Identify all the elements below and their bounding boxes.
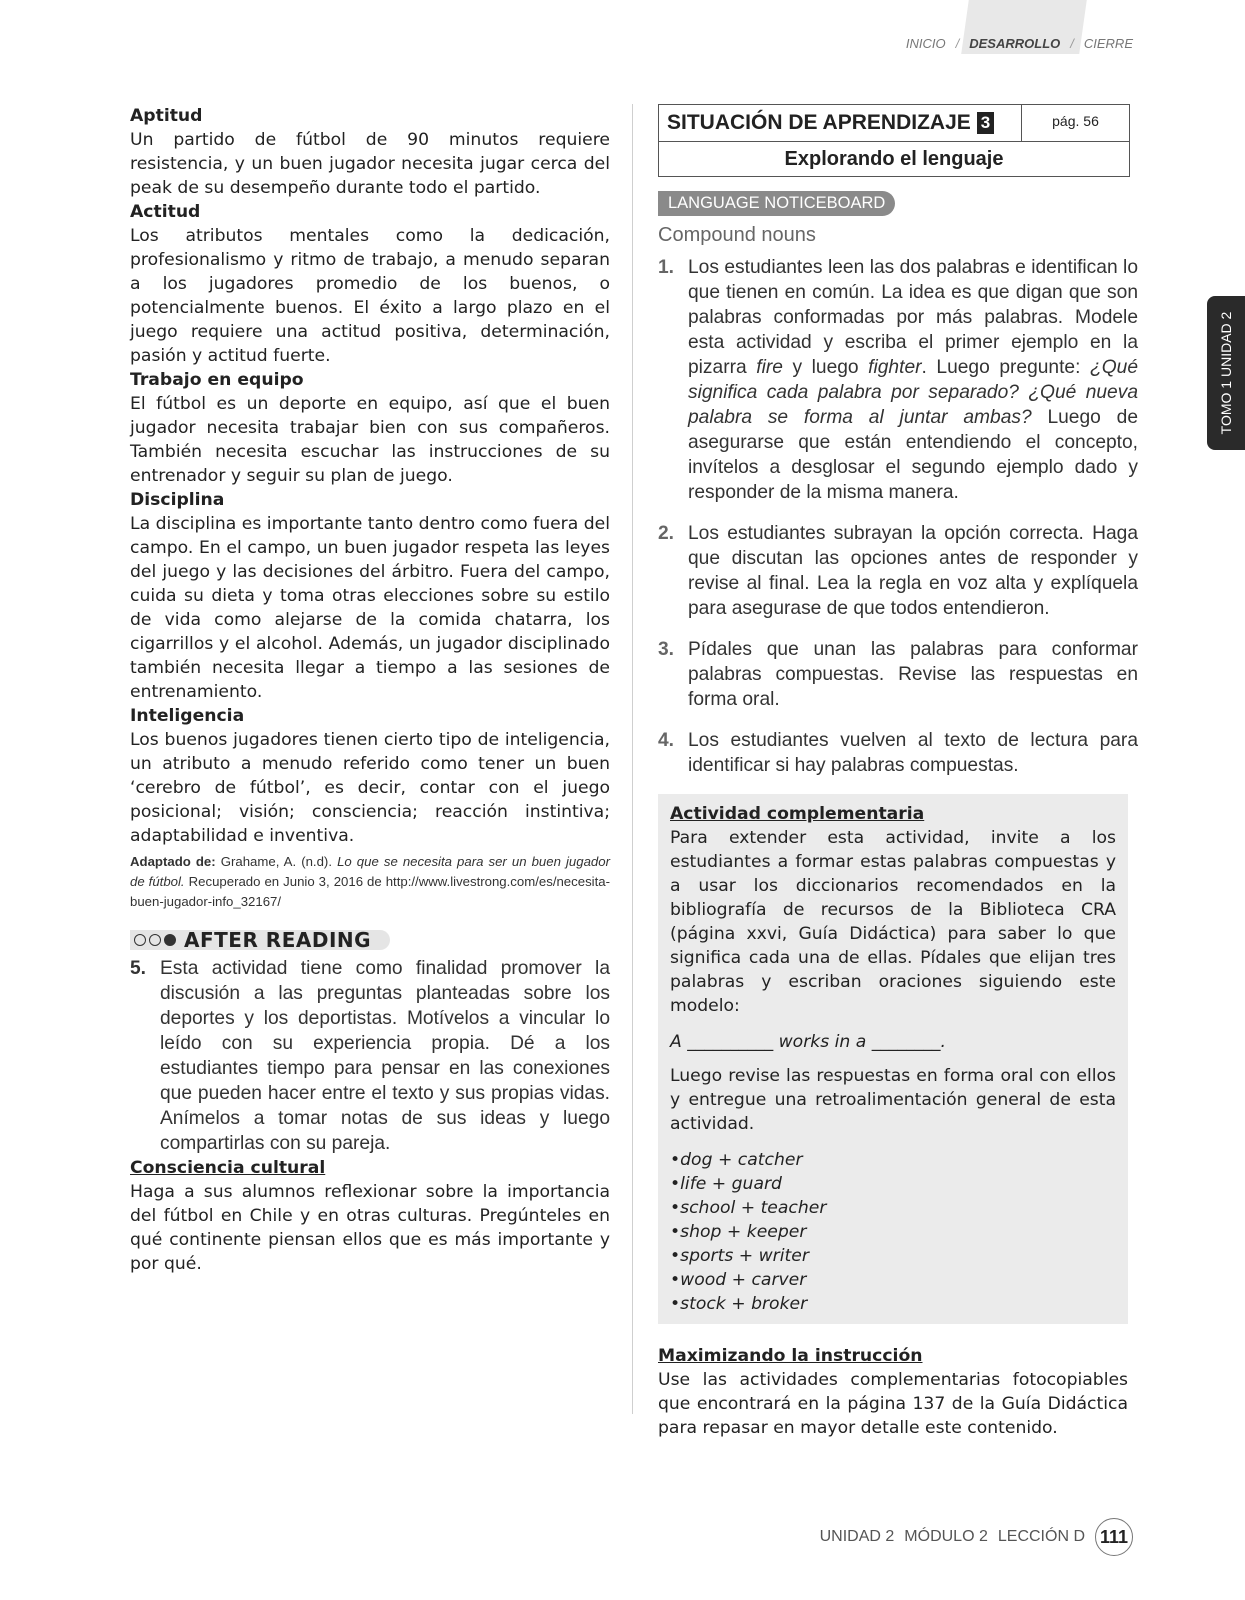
- footer-unidad: UNIDAD 2: [819, 1528, 895, 1545]
- list-item-3: [658, 637, 1138, 712]
- list-item-4: [658, 728, 1138, 778]
- heading-consciencia-cultural: Consciencia cultural: [130, 1158, 326, 1178]
- situacion-number-badge: 3: [977, 112, 994, 134]
- list-item: • wood + carver: [670, 1268, 1116, 1292]
- actividad-complementaria-text: Para extender esta actividad, invite a los estudiantes a formar estas palabras compuestas y a usar los diccionarios recomendados en la bibliografía de recursos de la Biblioteca CRA (página xxvi, Guía Didáctica) para saber lo que significa cada una de ellas. Pídales que elijan tres palabras y escriban oraciones siguiendo este modelo:: [670, 828, 1116, 1016]
- heading-trabajo-equipo: Trabajo en equipo: [130, 370, 304, 390]
- column-divider: [632, 104, 633, 1414]
- page-footer: [820, 1518, 1133, 1556]
- citation: [130, 852, 610, 912]
- paragraph-trabajo-equipo: El fútbol es un deporte en equipo, así que el buen jugador necesita trabajar bien con sus compañeros. También necesita escuchar las instrucciones de su entrenador y seguir su plan de juego.: [130, 394, 610, 486]
- item-text: Los estudiantes vuelven al texto de lectura para identificar si hay palabras compuestas.: [688, 730, 1138, 776]
- left-column: [130, 104, 610, 1276]
- heading-actitud: Actitud: [130, 202, 201, 222]
- heading-aptitud: Aptitud: [130, 106, 203, 126]
- list-item-5: [130, 956, 610, 1156]
- list-item: • shop + keeper: [670, 1220, 1116, 1244]
- sentence-model: A __________ works in a ________.: [670, 1032, 946, 1052]
- actividad-complementaria-text-2: Luego revise las respuestas en forma oral con ellos y entregue una retroalimentación general de esta actividad.: [670, 1066, 1116, 1134]
- language-noticeboard-pill: LANGUAGE NOTICEBOARD: [658, 191, 895, 216]
- paragraph-actitud: Los atributos mentales como la dedicación, profesionalismo y ritmo de trabajo, a menudo separan a los jugadores promedio de los buenos, o potencialmente buenos. El éxito a largo plazo en el juego requiere una actitud positiva, determinación, pasión y actitud fuerte.: [130, 226, 610, 366]
- citation-label: Adaptado de:: [130, 854, 216, 869]
- situacion-title: SITUACIÓN DE APRENDIZAJE: [667, 111, 971, 134]
- situacion-subtitle: Explorando el lenguaje: [784, 148, 1004, 170]
- compound-word-list: [670, 1148, 1116, 1316]
- nav-cierre[interactable]: CIERRE: [1083, 36, 1133, 51]
- paragraph-inteligencia: Los buenos jugadores tienen cierto tipo de inteligencia, un atributo a menudo referido como tener un buen ‘cerebro de fútbol’, es decir, contar con el juego posicional; visión; consciencia; reacción instintiva; adaptabilidad e inventiva.: [130, 730, 610, 846]
- paragraph-consciencia-cultural: Haga a sus alumnos reflexionar sobre la importancia del fútbol en Chile y en otras culturas. Pregúnteles en qué continente piensan ellos que es más importante y por qué.: [130, 1182, 610, 1274]
- list-item: • school + teacher: [670, 1196, 1116, 1220]
- progress-dots-icon: [134, 934, 176, 946]
- list-item-2: [658, 521, 1138, 621]
- nav-inicio[interactable]: INICIO: [905, 36, 946, 51]
- compound-nouns-heading: Compound nouns: [658, 224, 816, 246]
- right-column: [658, 104, 1138, 1440]
- list-item: • stock + broker: [670, 1292, 1116, 1316]
- unit-side-tab: [1207, 296, 1245, 450]
- maximizando-section: [658, 1344, 1128, 1440]
- citation-author: Grahame, A. (n.d).: [215, 854, 338, 869]
- after-reading-label: AFTER READING: [184, 928, 372, 952]
- paragraph-aptitud: Un partido de fútbol de 90 minutos requiere resistencia, y un buen jugador necesita jugar cerca del peak de su desempeño durante todo el partido.: [130, 130, 610, 198]
- list-item: • life + guard: [670, 1172, 1116, 1196]
- list-item-1: [658, 255, 1138, 505]
- maximizando-heading: Maximizando la instrucción: [658, 1346, 923, 1366]
- actividad-complementaria-box: [658, 794, 1128, 1324]
- actividad-complementaria-heading: Actividad complementaria: [670, 804, 925, 824]
- item-text: Los estudiantes subrayan la opción correcta. Haga que discutan las opciones antes de responder y revise al final. Lea la regla en voz alta y explíquela para asegurase de que todos entendieron.: [688, 523, 1138, 619]
- item-number: 1.: [658, 257, 675, 278]
- list-item: • sports + writer: [670, 1244, 1116, 1268]
- item-text: Los estudiantes leen las dos palabras e identifican lo que tienen en común. La idea es que digan que son palabras conformadas por más palabras. Modele esta actividad y escriba el primer ejemplo en la pizarra fire y luego fighter. Luego pregunte: ¿Qué significa cada palabra por separado? ¿Qué nueva palabra se forma al juntar ambas? Luego de asegurarse que están entendiendo el concepto, invítelos a desglosar el segundo ejemplo dado y responder de la misma manera.: [688, 257, 1138, 503]
- list-item: • dog + catcher: [670, 1148, 1116, 1172]
- footer-modulo: MÓDULO 2: [904, 1528, 988, 1545]
- item-text: Esta actividad tiene como finalidad promover la discusión a las preguntas planteadas sobre los deportes y los deportistas. Motívelos a vincular lo leído con su experiencia propia. Dé a los estudiantes tiempo para pensar en las conexiones que pueden hacer entre el texto y sus propias vidas. Anímelos a tomar notas de sus ideas y luego compartirlas con su pareja.: [160, 958, 610, 1154]
- page-reference: pág. 56: [1021, 105, 1129, 141]
- situacion-box: [658, 104, 1130, 177]
- section-nav: INICIO / DESARROLLO / CIERRE: [905, 36, 1133, 51]
- citation-title: Lo que se necesita para ser un buen jugador de fútbol.: [130, 854, 610, 889]
- item-text: Pídales que unan las palabras para conformar palabras compuestas. Revise las respuestas en forma oral.: [688, 639, 1138, 710]
- heading-inteligencia: Inteligencia: [130, 706, 245, 726]
- footer-leccion: LECCIÓN D: [997, 1528, 1085, 1545]
- citation-source: Recuperado en Junio 3, 2016 de http://www.livestrong.com/es/necesita-buen-jugador-info_32167/: [130, 874, 610, 909]
- item-number: 4.: [658, 730, 675, 751]
- after-reading-banner: [130, 930, 390, 950]
- page-number: 111: [1095, 1518, 1133, 1556]
- nav-desarrollo[interactable]: DESARROLLO: [969, 36, 1061, 51]
- item-number: 3.: [658, 639, 675, 660]
- paragraph-disciplina: La disciplina es importante tanto dentro como fuera del campo. En el campo, un buen jugador respeta las leyes del juego y las decisiones del árbitro. Fuera del campo, cuida su dieta y toma otras elecciones sobre su estilo de vida como alejarse de la comida chatarra, los cigarrillos y el alcohol. Además, un jugador disciplinado también necesita llegar a tiempo a las sesiones de entrenamiento.: [130, 514, 610, 702]
- maximizando-text: Use las actividades complementarias fotocopiables que encontrará en la página 137 de la Guía Didáctica para repasar en mayor detalle este contenido.: [658, 1370, 1128, 1438]
- heading-disciplina: Disciplina: [130, 490, 225, 510]
- item-number: 5.: [130, 958, 147, 979]
- item-number: 2.: [658, 523, 675, 544]
- side-tab-label: TOMO 1 UNIDAD 2: [1218, 311, 1234, 435]
